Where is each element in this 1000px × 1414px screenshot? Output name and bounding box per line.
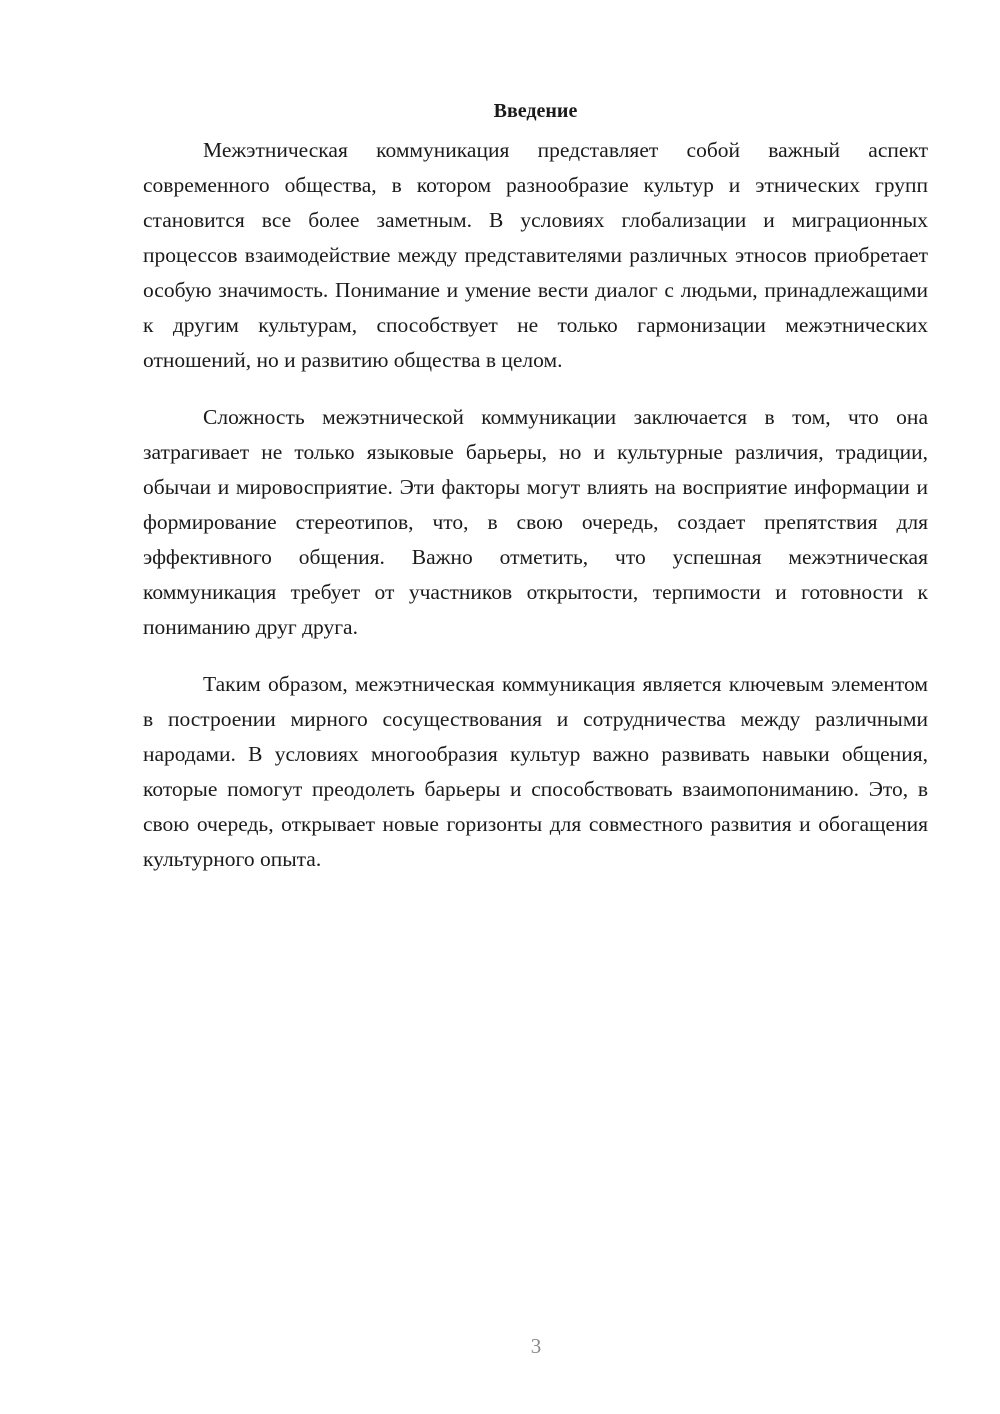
page-content [143,96,928,899]
paragraph-3: Таким образом, межэтническая коммуникация является ключевым элементом в построении мирного сосуществования и сотрудничества между различными народами. В условиях многообразия культур важно развивать навыки общения, которые помогут преодолеть барьеры и способствовать взаимопониманию. Это, в свою очередь, открывает новые горизонты для совместного развития и обогащения культурного опыта. [143,672,928,871]
paragraph-1: Межэтническая коммуникация представляет собой важный аспект современного общества, в котором разнообразие культур и этнических групп становится все более заметным. В условиях глобализации и миграционных процессов взаимодействие между представителями различных этносов приобретает особую значимость. Понимание и умение вести диалог с людьми, принадлежащими к другим культурам, способствует не только гармонизации межэтнических отношений, но и развитию общества в целом. [143,138,928,372]
paragraph-2: Сложность межэтнической коммуникации заключается в том, что она затрагивает не только языковые барьеры, но и культурные различия, традиции, обычаи и мировосприятие. Эти факторы могут влиять на восприятие информации и формирование стереотипов, что, в свою очередь, создает препятствия для эффективного общения. Важно отметить, что успешная межэтническая коммуникация требует от участников открытости, терпимости и готовности к пониманию друг друга. [143,405,928,639]
page-number: 3 [530,1334,542,1358]
section-title: Введение [493,100,578,122]
